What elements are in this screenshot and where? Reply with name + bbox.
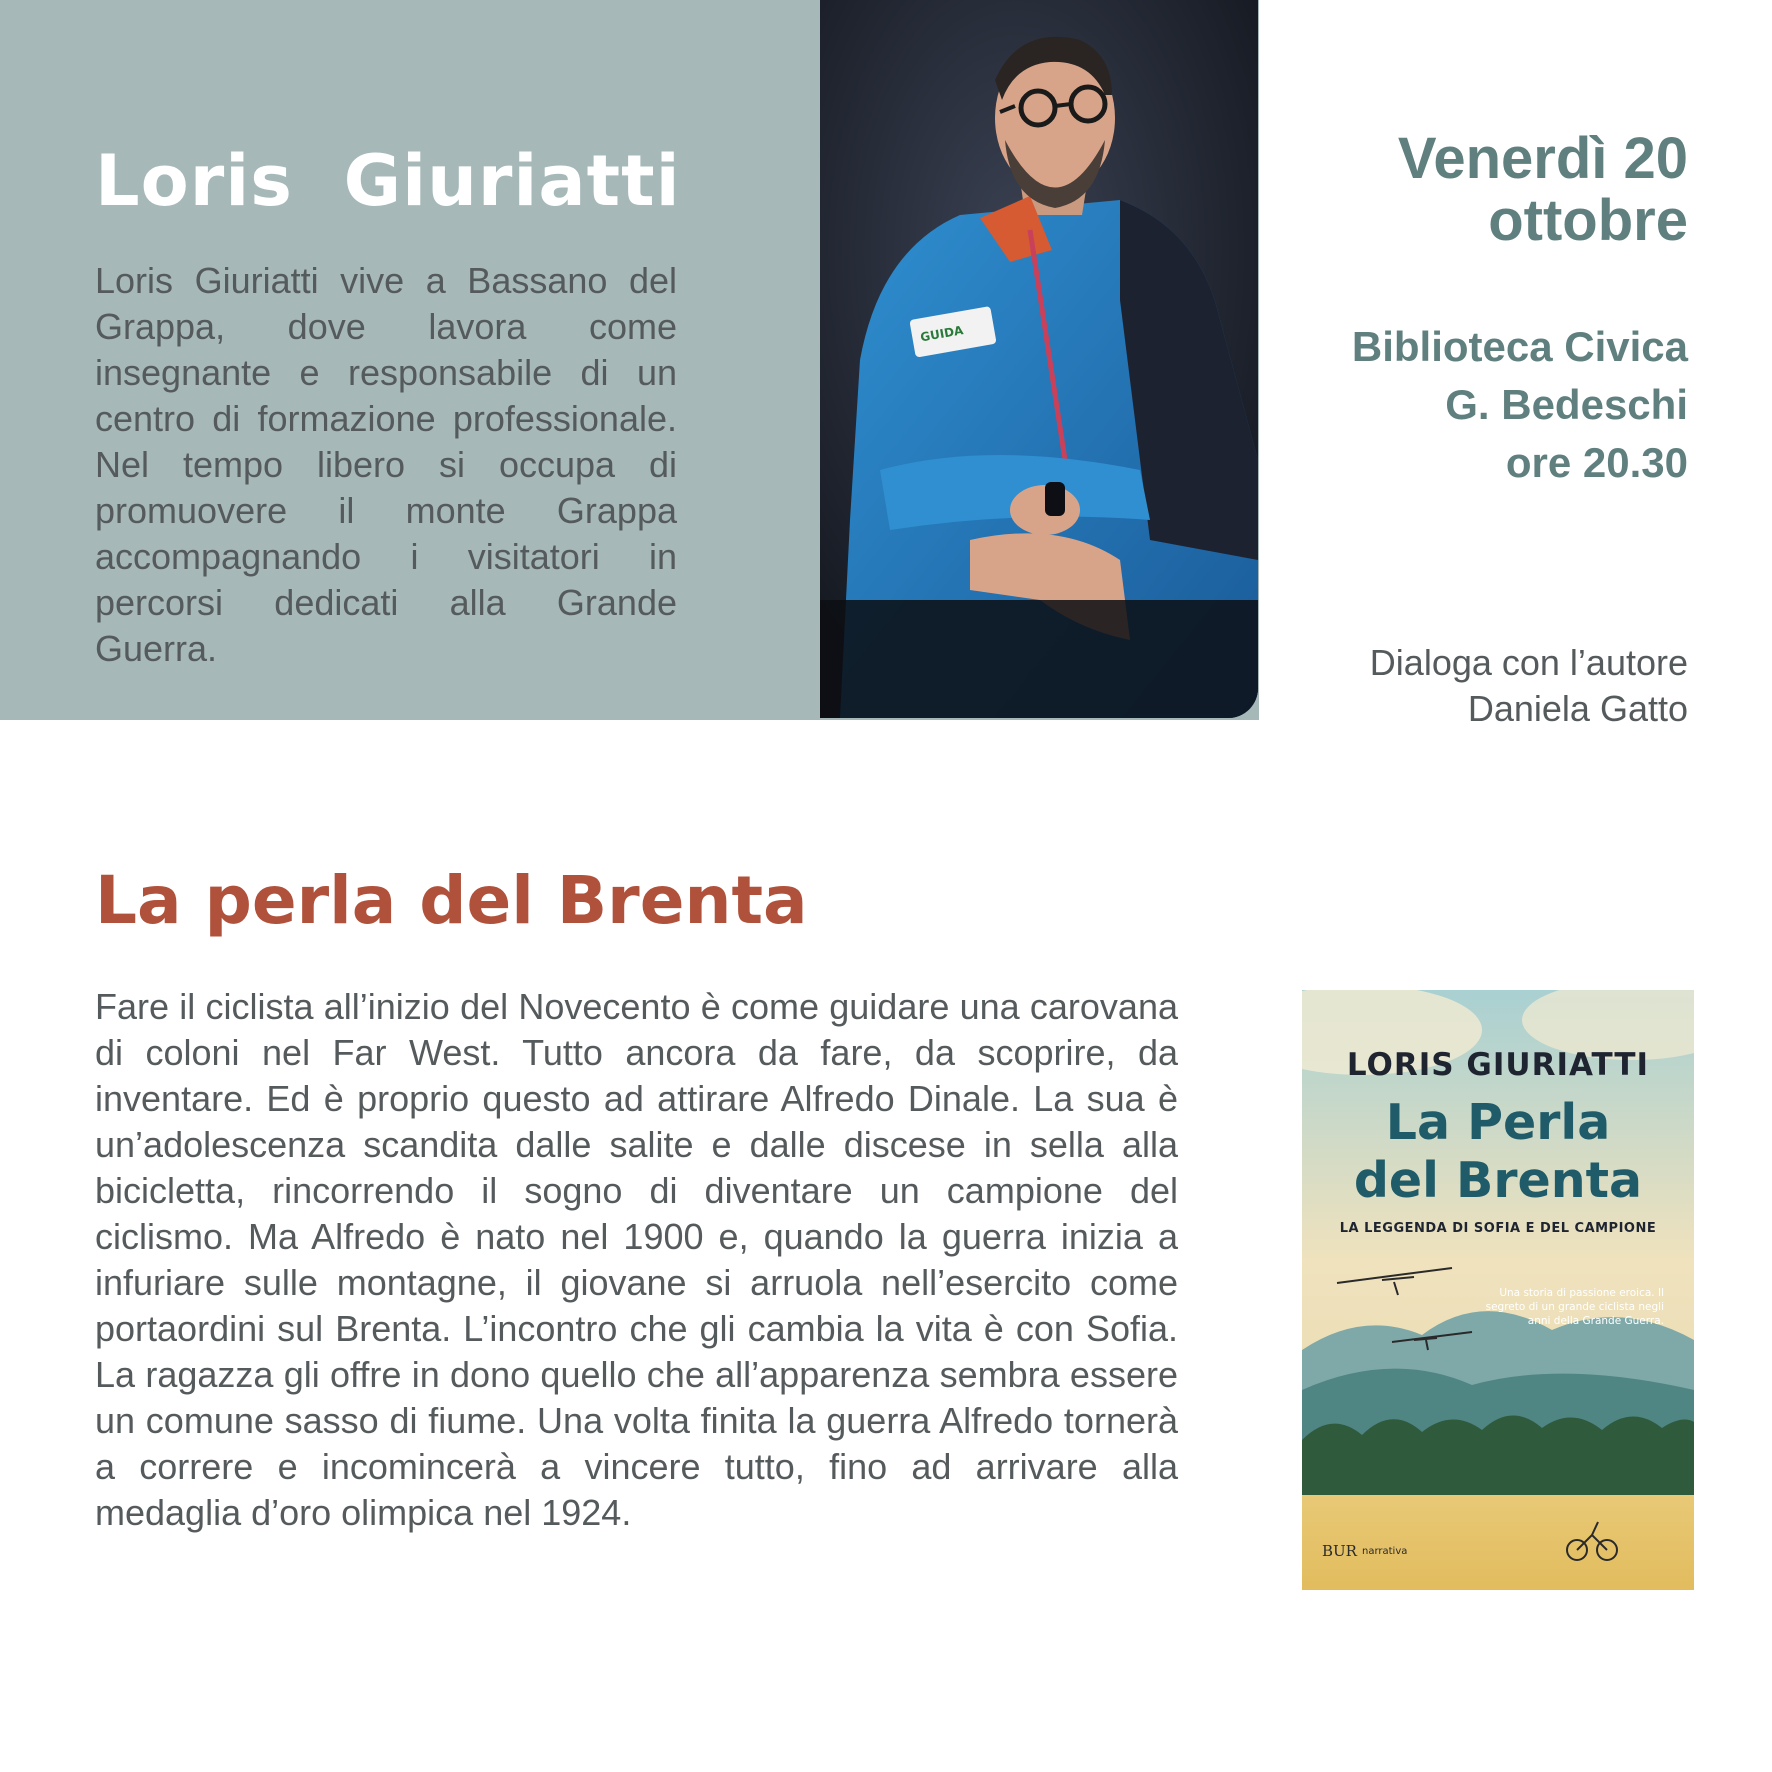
event-dialog bbox=[1370, 640, 1688, 732]
dialog-moderator: Daniela Gatto bbox=[1467, 688, 1688, 729]
event-date-line2: ottobre bbox=[1488, 188, 1688, 253]
book-title: La perla del Brenta bbox=[95, 862, 808, 939]
cover-tagline: Una storia di passione eroica. Il segreto di un grande ciclista negli anni della Grande Guerra. bbox=[1485, 1287, 1664, 1327]
cover-subtitle: LA LEGGENDA DI SOFIA E DEL CAMPIONE bbox=[1339, 1221, 1657, 1236]
book-cover bbox=[1302, 990, 1694, 1590]
cover-title-line2: del Brenta bbox=[1353, 1152, 1643, 1209]
cover-title bbox=[1302, 1094, 1694, 1210]
jacket-patch-text: GUIDA bbox=[919, 323, 965, 345]
author-name: Loris Giuriatti bbox=[95, 140, 681, 222]
event-time: ore 20.30 bbox=[1505, 439, 1688, 486]
event-date-line1: Venerdì 20 bbox=[1397, 126, 1688, 191]
cover-title-line1: La Perla bbox=[1385, 1094, 1611, 1151]
venue-line2: G. Bedeschi bbox=[1445, 381, 1688, 428]
event-date bbox=[1398, 128, 1688, 252]
author-bio: Loris Giuriatti vive a Bassano del Grappa, dove lavora come insegnante e responsabile di un centro di formazione professionale. Nel tempo libero si occupa di promuovere il monte Grappa accompagnando i visitatori in percorsi dedicati alla Grande Guerra. bbox=[95, 260, 677, 669]
cover-author: LORIS GIURIATTI bbox=[1346, 1047, 1650, 1083]
cover-series: narrativa bbox=[1362, 1546, 1408, 1557]
author-portrait bbox=[820, 0, 1258, 718]
book-synopsis: Fare il ciclista all’inizio del Novecento è come guidare una carovana di coloni nel Far West. Tutto ancora da fare, da scoprire, da inventare. Ed è proprio questo ad attirare Alfredo Dinale. La sua è un’adolescenza scandita dalle salite e dalle discese in sella alla bicicletta, rincorrendo il sogno di diventare un campione del ciclismo. Ma Alfredo è nato nel 1900 e, quando la guerra inizia a infuriare sulle montagne, il giovane si arruola nell’esercito come portaordini sul Brenta. L’incontro che gli cambia la vita è con Sofia. La ragazza gli offre in dono quello che all’apparenza sembra essere un comune sasso di fiume. Una volta finita la guerra Alfredo tornerà a correre e incomincerà a vincere tutto, fino ad arrivare alla medaglia d’oro olimpica nel 1924. bbox=[95, 986, 1178, 1533]
event-venue bbox=[1352, 318, 1688, 492]
cover-publisher: BUR bbox=[1322, 1542, 1357, 1560]
venue-line1: Biblioteca Civica bbox=[1351, 323, 1688, 370]
dialog-line1: Dialoga con l’autore bbox=[1369, 642, 1688, 683]
